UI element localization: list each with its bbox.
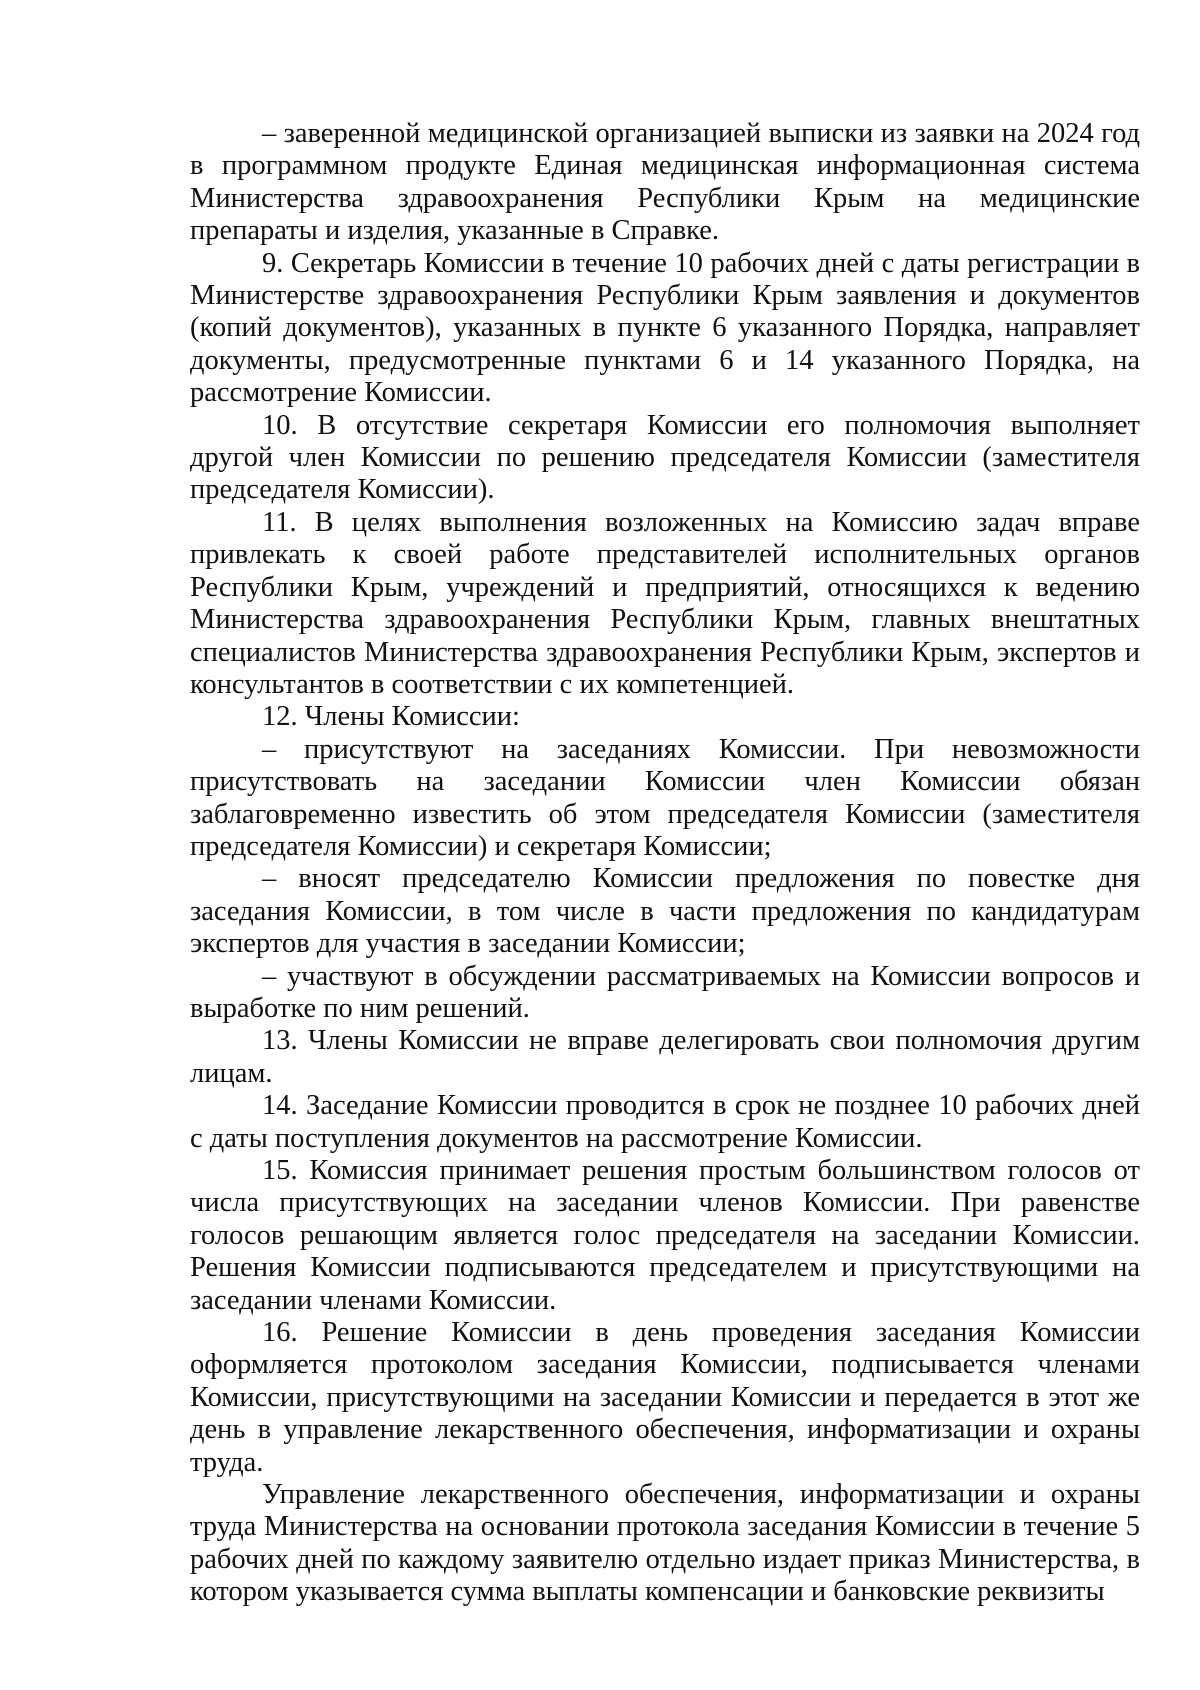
paragraph-item-10: 10. В отсутствие секретаря Комиссии его полномочия выполняет другой член Комиссии по решению председателя Комиссии (заместителя председателя Комиссии). bbox=[190, 409, 1140, 506]
paragraph-item-12-attend: – присутствуют на заседаниях Комиссии. При невозможности присутствовать на заседании Комиссии член Комиссии обязан заблаговременно известить об этом председателя Комиссии (заместителя председателя Комиссии) и секретаря Комиссии; bbox=[190, 733, 1140, 862]
paragraph-item-9: 9. Секретарь Комиссии в течение 10 рабочих дней с даты регистрации в Министерстве здравоохранения Республики Крым заявления и документов (копий документов), указанных в пункте 6 указанного Порядка, направляет документы, предусмотренные пунктами 6 и 14 указанного Порядка, на рассмотрение Комиссии. bbox=[190, 247, 1140, 409]
paragraph-item-14: 14. Заседание Комиссии проводится в срок не позднее 10 рабочих дней с даты поступления документов на рассмотрение Комиссии. bbox=[190, 1090, 1140, 1154]
paragraph-item-12-discuss: – участвуют в обсуждении рассматриваемых на Комиссии вопросов и выработке по ним решений. bbox=[190, 960, 1140, 1024]
paragraph-item-12: 12. Члены Комиссии: bbox=[262, 701, 520, 733]
paragraph-extract-item: – заверенной медицинской организацией выписки из заявки на 2024 год в программном продукте Единая медицинская информационная система Министерства здравоохранения Республики Крым на медицинские препараты и изделия, указанные в Справке. bbox=[190, 118, 1140, 247]
paragraph-item-16: 16. Решение Комиссии в день проведения заседания Комиссии оформляется протоколом заседания Комиссии, подписывается членами Комиссии, присутствующими на заседании Комиссии и передается в этот же день в управление лекарственного обеспечения, информатизации и охраны труда. bbox=[190, 1317, 1140, 1478]
paragraph-item-13: 13. Члены Комиссии не вправе делегировать свои полномочия другим лицам. bbox=[190, 1025, 1140, 1089]
paragraph-item-15: 15. Комиссия принимает решения простым большинством голосов от числа присутствующих на заседании членов Комиссии. При равенстве голосов решающим является голос председателя на заседании Комиссии. Решения Комиссии подписываются председателем и присутствующими на заседании членами Комиссии. bbox=[190, 1155, 1140, 1316]
paragraph-management-order: Управление лекарственного обеспечения, информатизации и охраны труда Министерства на основании протокола заседания Комиссии в течение 5 рабочих дней по каждому заявителю отдельно издает приказ Министерства, в котором указывается сумма выплаты компенсации и банковские реквизиты bbox=[190, 1479, 1140, 1608]
paragraph-item-11: 11. В целях выполнения возложенных на Комиссию задач вправе привлекать к своей работе представителей исполнительных органов Республики Крым, учреждений и предприятий, относящихся к ведению Министерства здравоохранения Республики Крым, главных внештатных специалистов Министерства здравоохранения Республики Крым, экспертов и консультантов в соответствии с их компетенцией. bbox=[190, 506, 1140, 700]
document-body bbox=[190, 118, 1140, 1609]
paragraph-item-12-propose: – вносят председателю Комиссии предложения по повестке дня заседания Комиссии, в том числе в части предложения по кандидатурам экспертов для участия в заседании Комиссии; bbox=[190, 863, 1140, 960]
